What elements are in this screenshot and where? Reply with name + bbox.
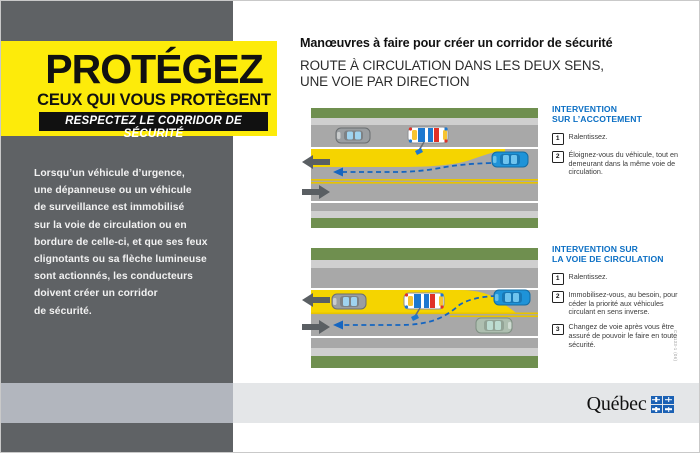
- intervention-step: [552, 323, 692, 349]
- diagram-accotement: [300, 108, 538, 228]
- flag-square: [651, 396, 662, 404]
- left-copy-line: une dépanneuse ou un véhicule: [34, 185, 192, 197]
- page-subtitle-line2: UNE VOIE PAR DIRECTION: [300, 74, 470, 89]
- quebec-flag-icon: [651, 396, 675, 414]
- left-copy-line: de surveillance est immobilisé: [34, 202, 185, 214]
- left-copy-line: bordure de celle-ci, et que ses feux: [34, 236, 208, 248]
- footer-band-left: [0, 383, 233, 423]
- intervention-block-accotement: [552, 104, 692, 183]
- step-number: 1: [552, 133, 564, 145]
- intervention-title: [552, 244, 692, 265]
- page-subtitle: [300, 58, 680, 90]
- intervention-title-line2: SUR L’ACCOTEMENT: [552, 114, 642, 125]
- step-text: Changez de voie après vous être assuré de pouvoir le faire en toute sécurité.: [568, 322, 678, 349]
- oncoming-car-green: [476, 318, 512, 333]
- intervention-step: [552, 273, 692, 285]
- intervention-title-line1: INTERVENTION SUR: [552, 244, 638, 254]
- step-text: Éloignez-vous du véhicule, tout en demeurant dans la même voie de circulation.: [568, 149, 678, 177]
- headline-tagline: RESPECTEZ LE CORRIDOR DE SÉCURITÉ: [65, 115, 242, 140]
- headline-secondary: CEUX QUI VOUS PROTÈGENT: [37, 91, 271, 109]
- stopped-car-gray: [332, 294, 366, 309]
- step-text: Ralentissez.: [568, 271, 608, 281]
- headline-banner: [0, 41, 277, 140]
- step-number: 2: [552, 151, 564, 163]
- flag-square: [651, 405, 662, 413]
- quebec-logo: [587, 393, 674, 416]
- left-copy-line: Lorsqu’un véhicule d’urgence,: [34, 168, 185, 179]
- diagram-voie-de-circulation: [300, 248, 538, 368]
- left-copy-line: doivent créer un corridor: [34, 288, 158, 300]
- left-copy-line: clignotants ou sa flèche lumineuse: [34, 254, 207, 266]
- flag-square: [663, 396, 674, 404]
- step-number: 3: [552, 324, 564, 336]
- left-copy-line: sont actionnés, les conducteurs: [34, 271, 193, 283]
- intervention-title-line1: INTERVENTION: [552, 104, 618, 114]
- stopped-car-gray: [336, 128, 370, 143]
- left-copy-line: sur la voie de circulation ou en: [34, 219, 187, 231]
- intervention-step-list: [552, 273, 692, 350]
- page-title: Manœuvres à faire pour créer un corridor de sécurité: [300, 36, 613, 50]
- step-number: 2: [552, 291, 564, 303]
- quebec-logo-wordmark: Québec: [586, 393, 647, 415]
- left-body-copy: [34, 165, 214, 320]
- intervention-step: [552, 151, 692, 177]
- left-copy-line: de sécurité.: [34, 305, 92, 317]
- intervention-step: [552, 133, 692, 145]
- headline-tagline-bar: [39, 112, 268, 140]
- intervention-step-list: [552, 133, 692, 177]
- page-subtitle-line1: ROUTE À CIRCULATION DANS LES DEUX SENS,: [300, 58, 604, 73]
- moving-car-blue: [492, 152, 528, 167]
- step-text: Ralentissez.: [568, 131, 608, 141]
- flag-square: [663, 405, 674, 413]
- intervention-title-line2: LA VOIE DE CIRCULATION: [552, 254, 664, 265]
- intervention-block-voie-de-circulation: [552, 244, 692, 356]
- intervention-step: [552, 291, 692, 317]
- intervention-title: [552, 104, 692, 125]
- step-text: Immobilisez-vous, au besoin, pour céder la priorité aux véhicules circulant en sens inverse.: [568, 289, 678, 317]
- document-reference-code: C-6133-1 (06): [673, 330, 678, 362]
- moving-car-blue: [494, 290, 530, 305]
- step-number: 1: [552, 273, 564, 285]
- headline-primary: PROTÉGEZ: [45, 46, 263, 92]
